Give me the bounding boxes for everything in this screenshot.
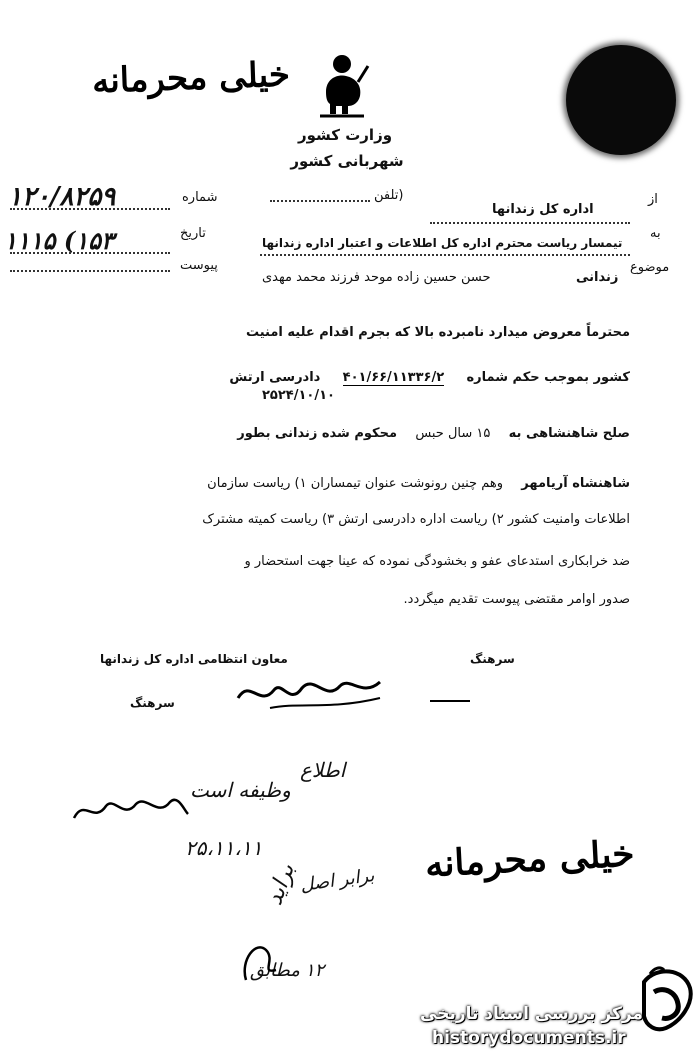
archive-center-name: مرکز بررسی اسناد تاریخی bbox=[420, 1004, 643, 1024]
lion-and-sun-emblem-icon bbox=[312, 52, 370, 122]
archive-logo-icon bbox=[636, 962, 696, 1046]
body-line-4-text-b: ۱۵ سال حبس bbox=[415, 426, 491, 441]
subject-label: موضوع bbox=[630, 260, 670, 275]
police-title: شهربانی کشور bbox=[290, 152, 404, 170]
number-value-handwritten: ۱۲۰/۸۲۵۹ bbox=[8, 182, 116, 212]
note-scribble bbox=[70, 790, 190, 834]
body-line-1: محترماً معروض میدارد نامبرده بالا که بجرم اقدام علیه امنیت bbox=[245, 325, 630, 340]
attachment-dots bbox=[10, 270, 170, 272]
body-line-6: اطلاعات وامنیت کشور ۲) ریاست اداره دادرسی ارتش ۳) ریاست کمیته مشترک bbox=[202, 512, 630, 527]
subject-prefix: زندانی bbox=[576, 270, 619, 285]
body-line-2-text-b: دادرسی ارتش bbox=[229, 370, 321, 385]
classification-stamp-top: خیلی محرمانه bbox=[91, 54, 291, 102]
black-seal-mark bbox=[566, 45, 676, 155]
body-line-7: ضد خرابکاری استدعای عفو و بخشودگی نموده که عینا جهت استحضار و bbox=[244, 554, 630, 569]
side-scribble bbox=[236, 930, 296, 994]
side-note-2: برابر اصل bbox=[298, 864, 376, 897]
date-dots bbox=[10, 252, 170, 254]
signature-line bbox=[430, 700, 470, 702]
body-line-5-text-b: وهم چنین رونوشت عنوان تیمساران ۱) ریاست سازمان bbox=[207, 476, 503, 491]
side-note-4: مطابق bbox=[250, 960, 300, 981]
verdict-date: ۲۵۲۴/۱۰/۱۰ bbox=[262, 388, 335, 403]
body-line-4-text-a: صلح شاهنشاهی به bbox=[508, 426, 630, 441]
number-dots bbox=[10, 208, 170, 210]
number-label: شماره bbox=[182, 190, 218, 205]
side-note-1: براید bbox=[262, 860, 300, 909]
body-line-5 bbox=[207, 476, 630, 491]
from-value: اداره کل زندانها bbox=[492, 202, 594, 217]
signer-rank-1: سرهنگ bbox=[470, 652, 515, 666]
subject-value: حسن حسین زاده موحد فرزند محمد مهدی bbox=[262, 270, 491, 285]
date-label: تاریخ bbox=[180, 226, 206, 241]
to-dots bbox=[260, 254, 630, 256]
body-line-2-text-a: کشور بموجب حکم شماره bbox=[466, 370, 630, 385]
to-label: به bbox=[650, 226, 661, 241]
archive-site-name: historydocuments.ir bbox=[432, 1028, 626, 1048]
body-line-8: صدور اوامر مقتضی پیوست تقدیم میگردد. bbox=[403, 592, 630, 607]
signer-title: معاون انتظامی اداره کل زندانها bbox=[100, 652, 288, 666]
from-label: از bbox=[648, 192, 658, 207]
from-dots bbox=[430, 222, 630, 224]
phone-dots bbox=[270, 200, 370, 202]
verdict-reference: ۴۰۱/۶۶/۱۱۳۳۶/۲ bbox=[342, 370, 445, 385]
attachment-label: پیوست bbox=[180, 258, 218, 273]
body-line-4 bbox=[237, 426, 630, 441]
to-value: تیمسار ریاست محترم اداره کل اطلاعات و اعتبار اداره زندانها bbox=[262, 236, 623, 250]
ministry-title: وزارت کشور bbox=[297, 126, 393, 144]
note-handwritten-1: اطلاع bbox=[300, 758, 346, 782]
side-note-3: ۱۲ bbox=[305, 960, 325, 981]
body-line-2 bbox=[229, 370, 630, 385]
signer-rank-2: سرهنگ bbox=[130, 696, 175, 710]
body-line-5-text-a: شاهنشاه آریامهر bbox=[521, 476, 630, 491]
phone-label: (تلفن bbox=[374, 188, 404, 203]
body-line-4-text-c: محکوم شده زندانی بطور bbox=[237, 426, 398, 441]
date-value-handwritten: ۱۱۱۵ (۱۵۳ bbox=[4, 226, 114, 255]
note-handwritten-2: وظیفه است bbox=[190, 778, 291, 802]
signature-mark bbox=[230, 668, 390, 722]
classification-stamp-bottom: خیلی محرمانه bbox=[424, 832, 636, 886]
note-handwritten-date: ۲۵،۱۱،۱۱ bbox=[185, 836, 263, 860]
